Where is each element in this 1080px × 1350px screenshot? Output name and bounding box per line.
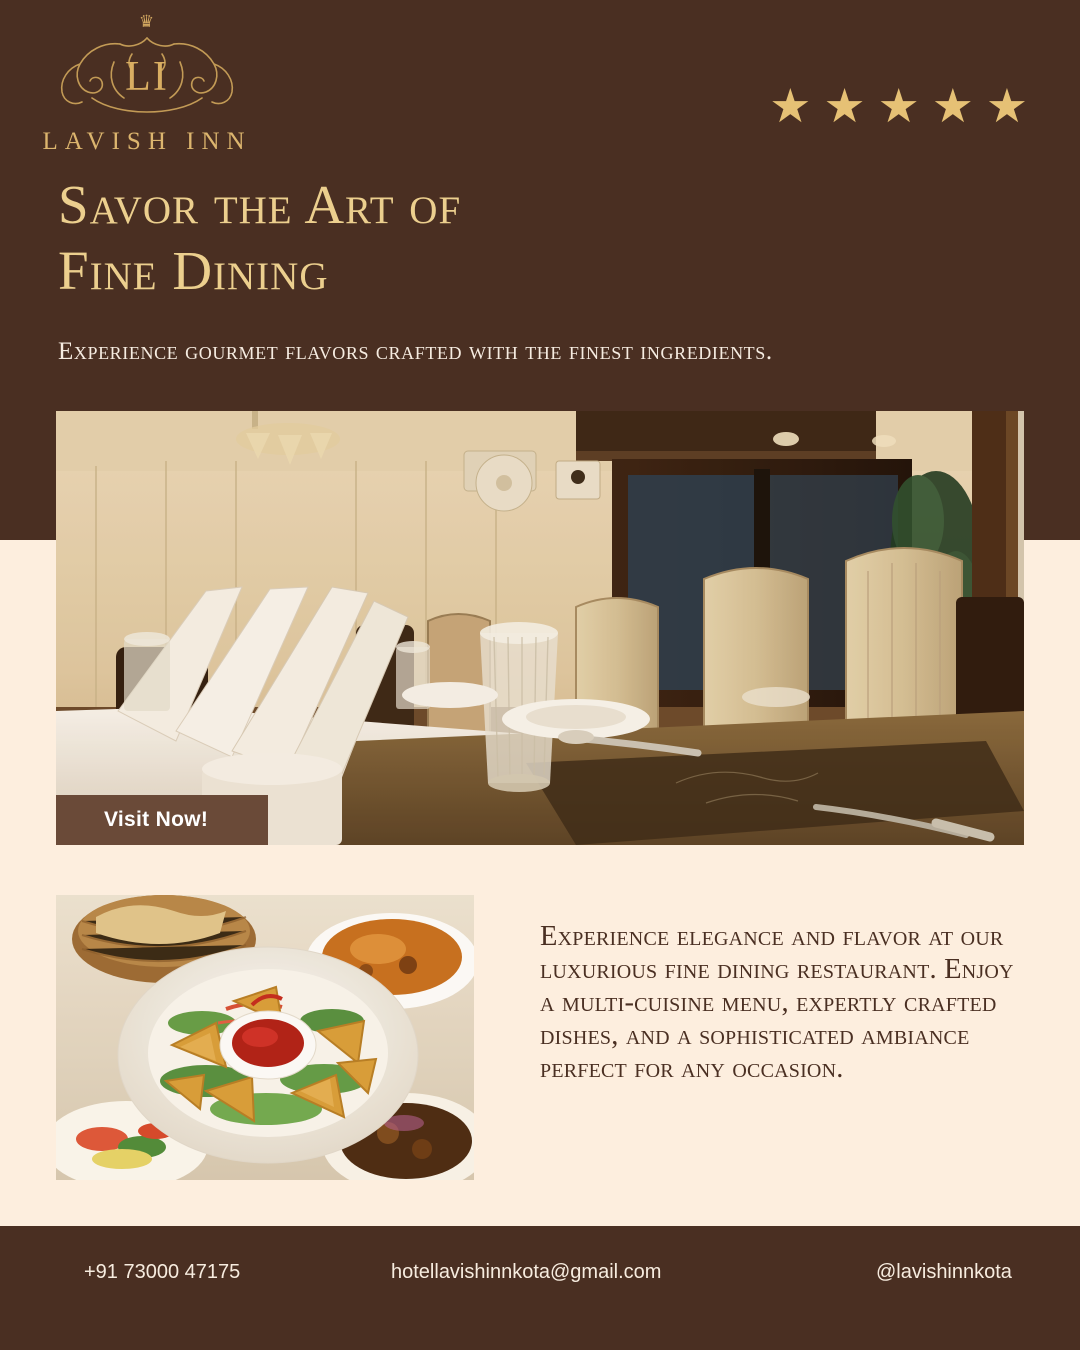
brand-name: LAVISH INN: [42, 128, 252, 155]
crown-icon: ♛: [138, 12, 156, 31]
star-icon: ★: [823, 81, 866, 133]
star-icon: ★: [985, 81, 1028, 133]
headline: [58, 172, 758, 304]
monogram-frame: [32, 32, 262, 124]
star-icon: ★: [769, 81, 812, 133]
brand-logo[interactable]: [22, 14, 272, 156]
visit-now-button[interactable]: Visit Now!: [56, 795, 268, 845]
headline-line-1: Savor the Art of: [58, 174, 462, 235]
hero-image: [56, 411, 1024, 845]
footer-bar: [0, 1226, 1080, 1350]
about-text: Experience elegance and flavor at our luxurious fine dining restaurant. Enjoy a multi-cuisine menu, expertly crafted dishes, and a sophisticated ambiance perfect for any occasion.: [540, 921, 1014, 1084]
footer-phone[interactable]: [74, 1261, 240, 1284]
subheadline: Experience gourmet flavors crafted with the finest ingredients.: [58, 338, 773, 365]
star-icon: ★: [877, 81, 920, 133]
star-rating: [769, 81, 1028, 133]
footer-phone-text: +91 73000 47175: [84, 1260, 241, 1283]
footer-instagram-text: @lavishinnkota: [876, 1260, 1012, 1283]
headline-line-2: Fine Dining: [58, 240, 329, 301]
footer-instagram[interactable]: [866, 1261, 1012, 1284]
footer-email-text: hotellavishinnkota@gmail.com: [391, 1260, 662, 1283]
footer-email[interactable]: [381, 1261, 661, 1284]
svg-text:LI: LI: [125, 54, 169, 100]
food-image: [56, 895, 474, 1180]
star-icon: ★: [931, 81, 974, 133]
